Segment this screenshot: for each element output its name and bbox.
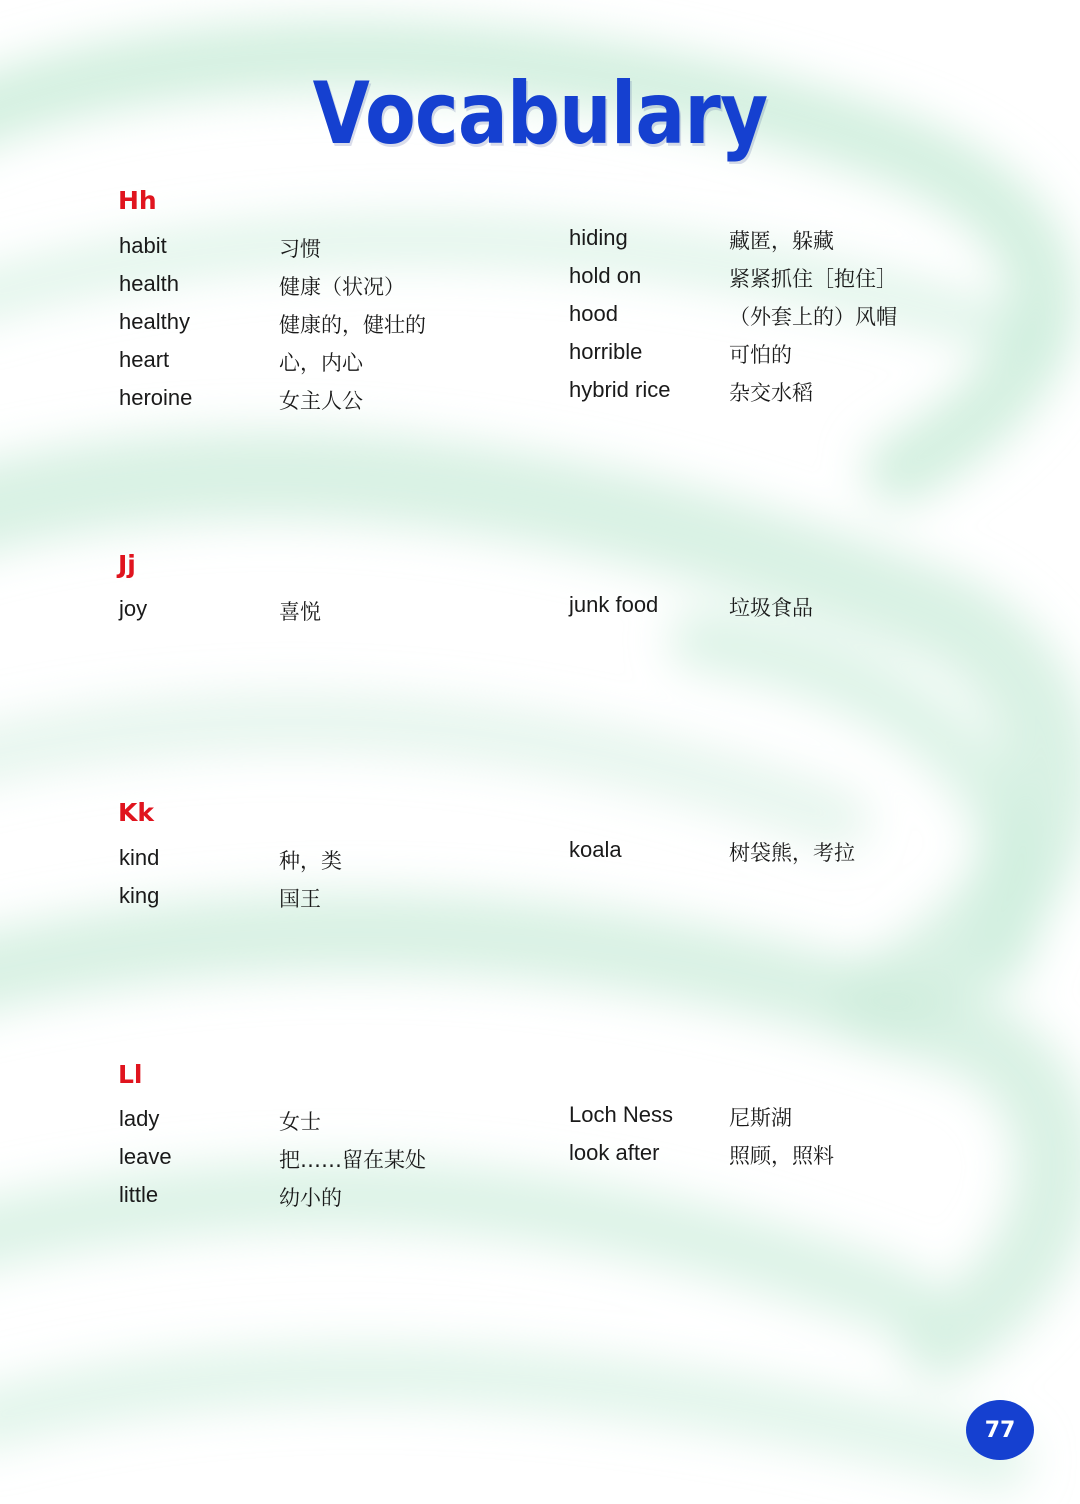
translation: 健康（状况） — [279, 275, 405, 299]
section-letter: Ll — [118, 1060, 143, 1089]
section-letter: Jj — [118, 550, 136, 579]
section-letter: Kk — [118, 798, 154, 827]
word: heart — [119, 347, 170, 372]
word: habit — [119, 233, 167, 258]
word: hood — [569, 301, 618, 326]
translation: 喜悦 — [279, 600, 321, 624]
translation: 杂交水稻 — [729, 381, 813, 405]
word: hybrid rice — [569, 377, 671, 402]
translation: 种，类 — [279, 849, 342, 873]
word: lady — [119, 1106, 160, 1131]
translation: 树袋熊，考拉 — [729, 841, 855, 865]
word: king — [119, 883, 160, 908]
page-number-badge: 77 — [966, 1400, 1034, 1460]
page-title: Vocabulary — [312, 64, 768, 164]
translation: 照顾，照料 — [729, 1144, 834, 1168]
translation: 女主人公 — [279, 389, 363, 413]
word: hiding — [569, 225, 628, 250]
word: kind — [119, 845, 160, 870]
translation: 国王 — [279, 887, 321, 911]
section-letter: Hh — [118, 186, 157, 215]
translation: 健康的，健壮的 — [279, 313, 426, 337]
word: horrible — [569, 339, 643, 364]
translation: 紧紧抓住［抱住］ — [729, 267, 897, 291]
word: healthy — [119, 309, 190, 334]
translation: （外套上的）风帽 — [729, 305, 897, 329]
translation: 心，内心 — [279, 351, 363, 375]
word: koala — [569, 837, 622, 862]
translation: 习惯 — [279, 237, 321, 261]
translation: 尼斯湖 — [729, 1106, 792, 1130]
translation: 垃圾食品 — [729, 596, 813, 620]
translation: 把……留在某处 — [279, 1148, 426, 1172]
word: little — [119, 1182, 159, 1207]
translation: 可怕的 — [729, 343, 792, 367]
translation: 幼小的 — [279, 1186, 342, 1210]
word: leave — [119, 1144, 172, 1169]
word: health — [119, 271, 179, 296]
translation: 藏匿，躲藏 — [729, 229, 834, 253]
translation: 女士 — [279, 1110, 321, 1134]
word: hold on — [569, 263, 642, 288]
word: heroine — [119, 385, 193, 410]
word: look after — [569, 1140, 660, 1165]
word: joy — [119, 596, 148, 621]
word: junk food — [569, 592, 659, 617]
word: Loch Ness — [569, 1102, 673, 1127]
